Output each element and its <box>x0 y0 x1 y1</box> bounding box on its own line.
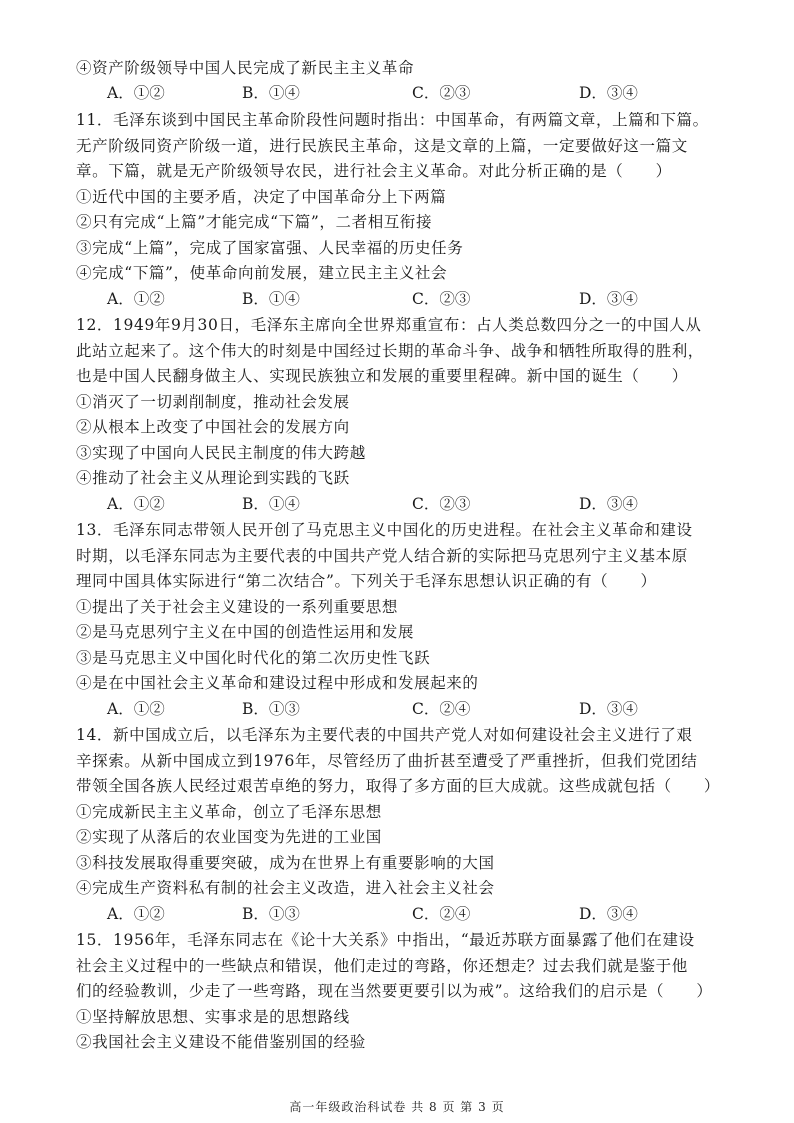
option-a: A．①② <box>107 905 165 923</box>
question-12-stem: 12．1949年9月30日，毛泽东主席向全世界郑重宣布：占人类总数四分之一的中国人从 <box>76 316 702 334</box>
option-d: D．③④ <box>579 905 638 923</box>
option-a: A．①② <box>107 84 165 102</box>
question-15-stem: 15．1956年，毛泽东同志在《论十大关系》中指出，“最近苏联方面暴露了他们在建设 <box>76 931 695 949</box>
choice-item: ②实现了从落后的农业国变为先进的工业国 <box>76 828 382 846</box>
choice-item: ①提出了关于社会主义建设的一系列重要思想 <box>76 598 399 616</box>
page-footer: 高一年级政治科试卷 共 8 页 第 3 页 <box>289 1100 505 1114</box>
choice-item: ③科技发展取得重要突破，成为在世界上有重要影响的大国 <box>76 854 495 872</box>
choice-item: ②是马克思列宁主义在中国的创造性运用和发展 <box>76 623 415 641</box>
question-11-stem: 章。下篇，就是无产阶级领导农民，进行社会主义革命。对此分析正确的是（ ） <box>76 162 672 180</box>
choice-item: ④资产阶级领导中国人民完成了新民主主义革命 <box>76 59 415 77</box>
option-a: A．①② <box>107 290 165 308</box>
choice-item: ①消灭了一切剥削制度，推动社会发展 <box>76 393 350 411</box>
question-11-stem: 11．毛泽东谈到中国民主革命阶段性问题时指出：中国革命，有两篇文章，上篇和下篇。 <box>76 111 709 129</box>
question-13-stem: 时期，以毛泽东同志为主要代表的中国共产党人结合新的实际把马克思列宁主义基本原 <box>76 547 688 565</box>
choice-item: ②我国社会主义建设不能借鉴别国的经验 <box>76 1033 366 1051</box>
answer-options-q11 <box>107 288 707 310</box>
option-d: D．③④ <box>579 84 638 102</box>
option-b: B．①③ <box>242 700 300 718</box>
question-12-stem: 也是中国人民翻身做主人、实现民族独立和发展的重要里程碑。新中国的诞生（ ） <box>76 367 688 385</box>
choice-item: ②只有完成“上篇”才能完成“下篇”，二者相互衔接 <box>76 213 433 231</box>
choice-item: ③实现了中国向人民民主制度的伟大跨越 <box>76 444 366 462</box>
choice-item: ①完成新民主主义革命，创立了毛泽东思想 <box>76 803 382 821</box>
option-d: D．③④ <box>579 700 638 718</box>
choice-item: ③是马克思主义中国化时代化的第二次历史性飞跃 <box>76 649 431 667</box>
choice-item: ④完成“下篇”，使革命向前发展，建立民主主义社会 <box>76 264 448 282</box>
question-12-stem: 此站立起来了。这个伟大的时刻是中国经过长期的革命斗争、战争和牺牲所取得的胜利， <box>76 342 704 360</box>
option-b: B．①④ <box>242 84 300 102</box>
question-15-stem: 社会主义过程中的一些缺点和错误，他们走过的弯路，你还想走？过去我们就是鉴于他 <box>76 957 688 975</box>
question-11-stem: 无产阶级同资产阶级一道，进行民族民主革命，这是文章的上篇，一定要做好这一篇文 <box>76 137 688 155</box>
option-c: C．②③ <box>412 84 471 102</box>
question-14-stem: 辛探索。从新中国成立到1976年，尽管经历了曲折甚至遭受了严重挫折，但我们党团结 <box>76 752 698 770</box>
question-14-stem: 带领全国各族人民经过艰苦卓绝的努力，取得了多方面的巨大成就。这些成就包括（ ） <box>76 777 721 795</box>
option-c: C．②③ <box>412 495 471 513</box>
question-13-stem: 理同中国具体实际进行“第二次结合”。下列关于毛泽东思想认识正确的有（ ） <box>76 572 657 590</box>
option-c: C．②③ <box>412 290 471 308</box>
question-15-stem: 们的经验教训，少走了一些弯路，现在当然要更要引以为戒”。这给我们的启示是（ ） <box>76 982 713 1000</box>
option-b: B．①④ <box>242 290 300 308</box>
choice-item: ④推动了社会主义从理论到实践的飞跃 <box>76 469 350 487</box>
choice-item: ①坚持解放思想、实事求是的思想路线 <box>76 1008 350 1026</box>
option-b: B．①④ <box>242 495 300 513</box>
option-c: C．②④ <box>412 700 471 718</box>
answer-options-q13 <box>107 698 707 720</box>
choice-item: ④是在中国社会主义革命和建设过程中形成和发展起来的 <box>76 674 479 692</box>
choice-item: ①近代中国的主要矛盾，决定了中国革命分上下两篇 <box>76 188 447 206</box>
option-a: A．①② <box>107 495 165 513</box>
option-d: D．③④ <box>579 495 638 513</box>
option-c: C．②④ <box>412 905 471 923</box>
answer-options-q14 <box>107 903 707 925</box>
option-d: D．③④ <box>579 290 638 308</box>
choice-item: ④完成生产资料私有制的社会主义改造，进入社会主义社会 <box>76 879 495 897</box>
option-b: B．①③ <box>242 905 300 923</box>
answer-options-q10 <box>107 82 707 104</box>
question-13-stem: 13．毛泽东同志带领人民开创了马克思主义中国化的历史进程。在社会主义革命和建设 <box>76 521 693 539</box>
question-14-stem: 14．新中国成立后，以毛泽东为主要代表的中国共产党人对如何建设社会主义进行了艰 <box>76 726 693 744</box>
option-a: A．①② <box>107 700 165 718</box>
choice-item: ③完成“上篇”，完成了国家富强、人民幸福的历史任务 <box>76 239 464 257</box>
answer-options-q12 <box>107 493 707 515</box>
choice-item: ②从根本上改变了中国社会的发展方向 <box>76 418 350 436</box>
